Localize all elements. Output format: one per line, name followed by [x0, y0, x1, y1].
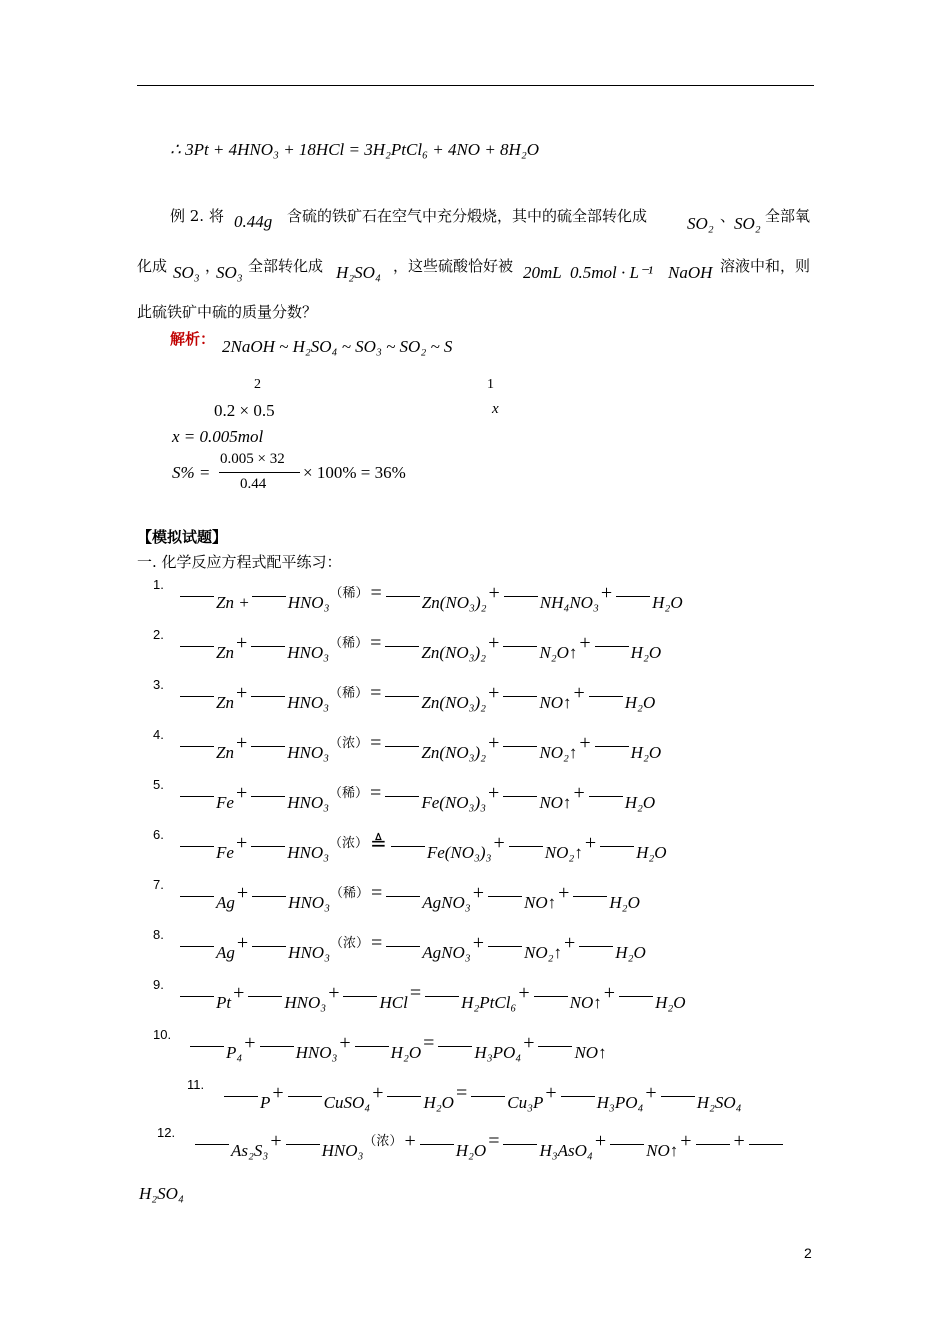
coefficient-blank[interactable]	[696, 1144, 730, 1145]
solution-coef-left: 2	[254, 377, 261, 392]
plus-sign: +	[564, 931, 576, 954]
formula-term: NO↑	[646, 1141, 679, 1160]
coefficient-blank[interactable]	[387, 1096, 421, 1097]
section-subtitle: 一. 化学反应方程式配平练习：	[137, 553, 342, 571]
coefficient-blank[interactable]	[252, 596, 286, 597]
exercise-row	[0, 927, 950, 967]
coefficient-blank[interactable]	[595, 746, 629, 747]
coefficient-blank[interactable]	[509, 846, 543, 847]
equals-sign: =	[409, 981, 422, 1004]
plus-sign: +	[488, 781, 500, 804]
example-sep: 、	[720, 207, 736, 225]
formula-term: H₂O	[609, 893, 640, 912]
coefficient-blank[interactable]	[286, 1144, 320, 1145]
example-line1-b: 含硫的铁矿石在空气中充分煅烧，其中的硫全部转化成	[287, 207, 648, 225]
plus-sign: +	[235, 781, 248, 804]
plus-sign: +	[573, 781, 585, 804]
coefficient-blank[interactable]	[595, 646, 629, 647]
plus-sign: +	[488, 631, 500, 654]
coefficient-blank[interactable]	[251, 746, 285, 747]
example-h2so4: H₂SO₄	[336, 263, 381, 282]
formula-term: Ag	[216, 893, 235, 912]
exercise-row	[0, 627, 950, 667]
coefficient-blank[interactable]	[260, 1046, 294, 1047]
exercise-equation	[178, 929, 646, 963]
equals-sign: =	[370, 781, 382, 804]
coefficient-blank[interactable]	[616, 596, 650, 597]
coefficient-blank[interactable]	[385, 646, 419, 647]
plus-sign: +	[573, 681, 585, 704]
formula-term: NO↑	[523, 893, 557, 912]
exercise-number: 4.	[153, 727, 164, 742]
equals-sign: =	[370, 631, 382, 654]
solution-numerator: 0.005 × 32	[220, 451, 285, 467]
formula-term: Zn(NO₃)₂	[421, 593, 487, 612]
formula-term: NH₄NO₃	[539, 593, 599, 612]
coefficient-blank[interactable]	[503, 746, 537, 747]
plus-sign: +	[579, 731, 591, 754]
reaction-condition: （稀）	[329, 885, 369, 901]
example-line2-a: 化成	[137, 257, 168, 275]
coefficient-blank[interactable]	[579, 946, 613, 947]
plus-sign: +	[328, 981, 340, 1004]
example-so2-a: SO₂	[687, 214, 714, 233]
formula-term: As₂S₃	[231, 1141, 269, 1160]
exercise-row	[0, 777, 950, 817]
reaction-condition: （稀）	[329, 685, 369, 701]
formula-term: H₃AsO₄	[539, 1141, 593, 1160]
formula-term: H₃PO₄	[474, 1043, 522, 1062]
plus-sign: +	[493, 831, 505, 854]
plus-sign: +	[235, 681, 248, 704]
exercise-number: 6.	[153, 827, 164, 842]
plus-sign: +	[339, 1031, 351, 1054]
coefficient-blank[interactable]	[251, 846, 285, 847]
coefficient-blank[interactable]	[534, 996, 568, 997]
formula-term: HNO₃	[288, 943, 330, 962]
exercise-number: 12.	[157, 1125, 176, 1140]
plus-sign: +	[600, 581, 613, 604]
coefficient-blank[interactable]	[425, 996, 459, 997]
formula-term: NO₂↑	[523, 943, 563, 962]
formula-term: H₂O	[624, 693, 656, 712]
reaction-condition: （稀）	[329, 785, 369, 801]
solution-coef-right: 1	[487, 377, 494, 392]
equals-sign: =	[455, 1081, 468, 1104]
example-volume: 20mL	[523, 263, 562, 282]
formula-term: Cu₃P	[507, 1093, 544, 1112]
solution-label: 解析：	[170, 330, 216, 348]
exercise-equation	[222, 1079, 742, 1113]
coefficient-blank[interactable]	[252, 946, 286, 947]
exercise-equation	[178, 679, 655, 713]
plus-sign: +	[594, 1129, 607, 1152]
formula-term: HNO₃	[295, 1043, 338, 1062]
page-number: 2	[804, 1245, 812, 1261]
equals-sign: =	[371, 881, 383, 904]
formula-term: NO↑	[539, 793, 572, 812]
formula-term: Fe	[216, 843, 234, 862]
solution-s-label: S% =	[172, 463, 211, 482]
plus-sign: +	[518, 981, 530, 1004]
formula-term: Zn	[216, 743, 234, 762]
equals-sign: =	[423, 1031, 435, 1054]
coefficient-blank[interactable]	[386, 946, 420, 947]
exercise-row	[0, 977, 950, 1017]
plus-sign: +	[233, 981, 245, 1004]
formula-term: Fe	[216, 793, 234, 812]
formula-term: HNO₃	[287, 843, 330, 862]
exercise-number: 3.	[153, 677, 164, 692]
equals-sign: =	[488, 1129, 500, 1152]
exercise-row	[0, 727, 950, 767]
exercise-equation	[178, 779, 655, 813]
formula-term: N₂O↑	[539, 643, 578, 662]
solution-val-left: 0.2 × 0.5	[214, 401, 275, 420]
coefficient-blank[interactable]	[180, 946, 214, 947]
header-rule	[137, 85, 814, 86]
coefficient-blank[interactable]	[386, 596, 420, 597]
plus-sign: +	[523, 1031, 535, 1054]
example-so3-b: SO₃	[216, 263, 243, 282]
equals-sign: =	[371, 931, 383, 954]
formula-term: H₂O	[652, 593, 683, 612]
formula-term: NO₂↑	[539, 743, 578, 762]
coefficient-blank[interactable]	[180, 596, 214, 597]
plus-sign: +	[488, 731, 500, 754]
solution-val-right: x	[492, 401, 499, 417]
exercise-row	[0, 577, 950, 617]
exercise-equation	[178, 829, 667, 863]
exercise-number: 10.	[153, 1027, 172, 1042]
coefficient-blank[interactable]	[195, 1144, 229, 1145]
coefficient-blank[interactable]	[391, 846, 425, 847]
plus-sign: +	[236, 881, 249, 904]
formula-term: NO↑	[574, 1043, 607, 1062]
coefficient-blank[interactable]	[749, 1144, 783, 1145]
coefficient-blank[interactable]	[503, 796, 537, 797]
formula-term: HNO₃	[287, 593, 330, 612]
example-concentration: 0.5mol · L⁻¹	[570, 263, 654, 282]
plus-sign: +	[680, 1129, 692, 1152]
exercise-number: 1.	[153, 577, 164, 592]
exercise-equation	[178, 979, 686, 1013]
example-so2-b: SO₂	[734, 214, 761, 233]
formula-term: Zn	[216, 643, 234, 662]
plus-sign: +	[579, 631, 591, 654]
coefficient-blank[interactable]	[503, 696, 537, 697]
coefficient-blank[interactable]	[248, 996, 282, 997]
formula-term: HNO₃	[287, 643, 330, 662]
formula-term: AgNO₃	[422, 943, 471, 962]
example-naoh: NaOH	[668, 263, 713, 282]
solution-result-x: x = 0.005mol	[172, 427, 264, 446]
exercise-row	[0, 677, 950, 717]
equals-sign: =	[370, 731, 382, 754]
formula-term: P	[260, 1093, 271, 1112]
plus-sign: +	[472, 931, 484, 954]
coefficient-blank[interactable]	[573, 896, 607, 897]
formula-term: HNO₃	[287, 693, 330, 712]
exercise-number: 7.	[153, 877, 164, 892]
coefficient-blank[interactable]	[619, 996, 653, 997]
reaction-condition: （浓）	[329, 735, 369, 751]
exercise-row	[0, 827, 950, 867]
conclusion-equation: ∴ 3Pt + 4HNO₃ + 18HCl = 3H₂PtCl₆ + 4NO + 8H₂O	[170, 140, 540, 159]
coefficient-blank[interactable]	[180, 846, 214, 847]
coefficient-blank[interactable]	[180, 796, 214, 797]
coefficient-blank[interactable]	[180, 996, 214, 997]
formula-term: H₂O	[655, 993, 686, 1012]
plus-sign: +	[236, 931, 249, 954]
formula-term: Zn(NO₃)₂	[421, 743, 487, 762]
formula-term: H₃PO₄	[596, 1093, 644, 1112]
formula-term: Zn(NO₃)₂	[421, 643, 487, 662]
coefficient-blank[interactable]	[288, 1096, 322, 1097]
plus-sign: +	[235, 831, 248, 854]
exercise-number: 5.	[153, 777, 164, 792]
reaction-condition: （稀）	[329, 635, 369, 651]
coefficient-blank[interactable]	[190, 1046, 224, 1047]
formula-term: H₂SO₄	[696, 1093, 742, 1112]
coefficient-blank[interactable]	[600, 846, 634, 847]
equals-sign: =	[370, 681, 382, 704]
equals-sign: =	[370, 581, 382, 604]
formula-term: NO↑	[569, 993, 602, 1012]
coefficient-blank[interactable]	[251, 796, 285, 797]
formula-term: HNO₃	[288, 893, 330, 912]
example-line1-a: 例 2. 将	[170, 207, 224, 225]
coefficient-blank[interactable]	[438, 1046, 472, 1047]
plus-sign: +	[244, 1031, 256, 1054]
solution-chain: 2NaOH ~ H₂SO₄ ~ SO₃ ~ SO₂ ~ S	[222, 337, 453, 356]
exercise-number: 9.	[153, 977, 164, 992]
exercise-12-tail-term: H₂SO₄	[139, 1184, 184, 1203]
example-line2-b: 全部转化成	[248, 257, 324, 275]
coefficient-blank[interactable]	[538, 1046, 572, 1047]
coefficient-blank[interactable]	[385, 796, 419, 797]
formula-term: CuSO₄	[323, 1093, 371, 1112]
formula-term: Fe(NO₃)₃	[421, 793, 487, 812]
solution-s-tail: × 100% = 36%	[303, 463, 406, 482]
example-mass: 0.44g	[234, 212, 273, 231]
exercise-number: 2.	[153, 627, 164, 642]
reaction-condition: （浓）	[329, 935, 369, 951]
coefficient-blank[interactable]	[589, 796, 623, 797]
example-line3: 此硫铁矿中硫的质量分数？	[137, 303, 318, 321]
formula-term: H₂O	[630, 743, 662, 762]
formula-term: Ag	[216, 943, 235, 962]
reaction-condition: （稀）	[329, 585, 369, 601]
formula-term: HNO₃	[284, 993, 327, 1012]
plus-sign: +	[603, 981, 616, 1004]
example-line2-d: 溶液中和，则	[720, 257, 811, 275]
coefficient-blank[interactable]	[503, 1144, 537, 1145]
coefficient-blank[interactable]	[180, 646, 214, 647]
formula-term: Pt	[216, 993, 232, 1012]
formula-term: H₂O	[630, 643, 662, 662]
formula-term: AgNO₃	[422, 893, 471, 912]
exercise-equation	[178, 579, 683, 613]
fraction-bar	[219, 472, 300, 473]
formula-term: H₂O	[624, 793, 656, 812]
formula-term: H₂O	[615, 943, 646, 962]
coefficient-blank[interactable]	[355, 1046, 389, 1047]
solution-denominator: 0.44	[240, 476, 267, 492]
formula-term: HCl	[379, 993, 408, 1012]
coefficient-blank[interactable]	[385, 746, 419, 747]
exercise-equation	[188, 1029, 607, 1063]
example-comma: ，	[205, 257, 221, 275]
formula-term: HNO₃	[321, 1141, 364, 1160]
coefficient-blank[interactable]	[386, 896, 420, 897]
exercise-equation	[178, 729, 661, 763]
coefficient-blank[interactable]	[503, 646, 537, 647]
coefficient-blank[interactable]	[251, 646, 285, 647]
plus-sign: +	[733, 1129, 745, 1152]
formula-term: Fe(NO₃)₃	[426, 843, 492, 862]
coefficient-blank[interactable]	[385, 696, 419, 697]
formula-term: H₂O	[636, 843, 667, 862]
formula-term: NO₂↑	[544, 843, 583, 862]
reaction-condition: （浓）	[363, 1133, 403, 1149]
formula-term: Zn(NO₃)₂	[421, 693, 487, 712]
exercise-row	[0, 1027, 950, 1067]
plus-sign: +	[645, 1081, 657, 1104]
formula-term: H₂O	[390, 1043, 422, 1062]
exercise-equation	[178, 629, 661, 663]
formula-term: NO↑	[539, 693, 572, 712]
formula-term: Zn	[216, 693, 234, 712]
coefficient-blank[interactable]	[420, 1144, 454, 1145]
coefficient-blank[interactable]	[504, 596, 538, 597]
exercise-number: 11.	[187, 1077, 205, 1092]
coefficient-blank[interactable]	[343, 996, 377, 997]
coefficient-blank[interactable]	[488, 896, 522, 897]
exercise-number: 8.	[153, 927, 164, 942]
formula-term: H₂PtCl₆	[461, 993, 517, 1012]
plus-sign: +	[235, 631, 248, 654]
plus-sign: +	[404, 1129, 416, 1152]
coefficient-blank[interactable]	[610, 1144, 644, 1145]
exercise-equation	[193, 1127, 785, 1161]
exercise-row	[0, 1125, 950, 1165]
coefficient-blank[interactable]	[471, 1096, 505, 1097]
coefficient-blank[interactable]	[561, 1096, 595, 1097]
plus-sign: +	[558, 881, 570, 904]
formula-term: H₂O	[423, 1093, 454, 1112]
formula-term: HNO₃	[287, 793, 330, 812]
reaction-condition: （浓）	[329, 835, 369, 851]
coefficient-blank[interactable]	[224, 1096, 258, 1097]
exercise-row	[0, 1077, 950, 1117]
coefficient-blank[interactable]	[180, 746, 214, 747]
plus-sign: +	[472, 881, 484, 904]
section-title: 【模拟试题】	[137, 528, 228, 546]
coefficient-blank[interactable]	[180, 696, 214, 697]
formula-term: H₂O	[455, 1141, 487, 1160]
plus-sign: +	[235, 731, 248, 754]
plus-sign: +	[272, 1081, 284, 1104]
coefficient-blank[interactable]	[180, 896, 214, 897]
example-line1-c: 全部氧	[765, 207, 811, 225]
plus-sign: +	[545, 1081, 557, 1104]
equals-sign: ≜	[370, 832, 387, 855]
coefficient-blank[interactable]	[251, 696, 285, 697]
coefficient-blank[interactable]	[589, 696, 623, 697]
coefficient-blank[interactable]	[488, 946, 522, 947]
example-so3-a: SO₃	[173, 263, 200, 282]
plus-sign: +	[488, 681, 500, 704]
formula-term: P₄	[226, 1043, 243, 1062]
coefficient-blank[interactable]	[661, 1096, 695, 1097]
plus-sign: +	[584, 831, 597, 854]
formula-term: HNO₃	[287, 743, 330, 762]
plus-sign: +	[488, 581, 500, 604]
plus-sign: +	[372, 1081, 384, 1104]
formula-term: Zn +	[216, 593, 250, 612]
exercise-equation	[178, 879, 640, 913]
plus-sign: +	[270, 1129, 282, 1152]
coefficient-blank[interactable]	[252, 896, 286, 897]
example-line2-c: ，这些硫酸恰好被	[393, 257, 514, 275]
exercise-row	[0, 877, 950, 917]
